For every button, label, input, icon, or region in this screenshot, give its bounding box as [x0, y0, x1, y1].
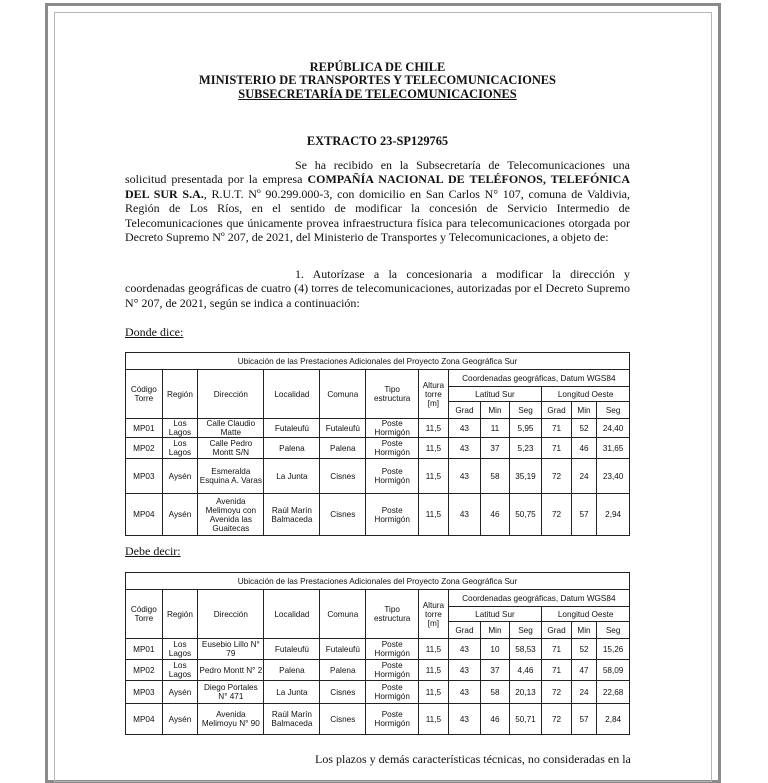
cell-localidad: La Junta: [264, 681, 320, 704]
cell-tipo: Poste Hormigón: [366, 639, 419, 660]
cell-tipo: Poste Hormigón: [366, 459, 419, 494]
cell-direccion: Eusebio Lillo N° 79: [198, 639, 264, 660]
cell-direccion: Esmeralda Esquina A. Varas: [198, 459, 264, 494]
cell-lat-grad: 43: [448, 459, 481, 494]
cell-lon-seg: 58,09: [597, 660, 630, 681]
col-header-altura: Altura torre [m]: [419, 370, 449, 419]
cell-lon-min: 46: [571, 438, 596, 459]
cell-tipo: Poste Hormigón: [366, 660, 419, 681]
cell-region: Aysén: [162, 704, 198, 735]
cell-altura: 11,5: [419, 494, 449, 536]
company-name: COMPAÑÍA NACIONAL DE TELÉFONOS, TELEFÓNICA DEL SUR S.A.: [125, 172, 630, 201]
cell-codigo: MP01: [126, 419, 163, 438]
cell-lon-min: 52: [571, 639, 596, 660]
cell-lat-min: 37: [481, 438, 510, 459]
cell-comuna: Cisnes: [320, 681, 366, 704]
cell-lat-seg: 20,13: [509, 681, 542, 704]
col-header-localidad: Localidad: [264, 590, 320, 639]
cell-region: Los Lagos: [162, 639, 198, 660]
col-header-localidad: Localidad: [264, 370, 320, 419]
col-header-lon-seg: Seg: [597, 622, 630, 639]
col-header-direccion: Dirección: [198, 590, 264, 639]
paragraph-intro: [125, 158, 630, 244]
col-header-coords: Coordenadas geográficas, Datum WGS84: [448, 590, 629, 607]
paragraph-intro-before: Se ha recibido en la Subsecretaría de Telecomunicaciones una solicitud presentada por la empresa: [125, 158, 630, 187]
cell-lon-seg: 2,84: [597, 704, 630, 735]
cell-lon-grad: 72: [542, 681, 572, 704]
col-header-tipo: Tipo estructura: [366, 590, 419, 639]
col-header-lon-grad: Grad: [542, 402, 572, 419]
cell-comuna: Cisnes: [320, 459, 366, 494]
cell-lon-min: 57: [571, 494, 596, 536]
cell-direccion: Pedro Montt N° 2: [198, 660, 264, 681]
paragraph-intro-after: , R.U.T. Nº 90.299.000-3, con domicilio en San Carlos N° 107, comuna de Valdivia, Región de Los Ríos, en el sentido de modificar la concesión de Servicio Intermedio de Telecomunicaciones que únicamente provea infraestructura física para telecomunicaciones otorgada por Decreto Supremo Nº 207, de 2021, del Ministerio de Transportes y Telecomunicaciones, a objeto de:: [125, 186, 630, 245]
col-header-lat-grad: Grad: [448, 622, 481, 639]
cell-altura: 11,5: [419, 419, 449, 438]
cell-lat-seg: 5,95: [509, 419, 542, 438]
cell-codigo: MP04: [126, 704, 163, 735]
cell-codigo: MP04: [126, 494, 163, 536]
cell-lat-grad: 43: [448, 704, 481, 735]
cell-lat-min: 58: [481, 681, 510, 704]
cell-region: Aysén: [162, 681, 198, 704]
table-row: [126, 704, 630, 735]
col-header-lat-seg: Seg: [509, 622, 542, 639]
cell-lat-min: 46: [481, 494, 510, 536]
col-header-tipo: Tipo estructura: [366, 370, 419, 419]
cell-direccion: Calle Claudio Matte: [198, 419, 264, 438]
cell-lon-seg: 2,94: [597, 494, 630, 536]
col-header-lon-seg: Seg: [597, 402, 630, 419]
cell-lat-seg: 5,23: [509, 438, 542, 459]
cell-lon-seg: 15,26: [597, 639, 630, 660]
cell-lon-grad: 71: [542, 660, 572, 681]
cell-lat-min: 11: [481, 419, 510, 438]
cell-lon-grad: 71: [542, 419, 572, 438]
cell-direccion: Avenida Melimoyu con Avenida las Guaitecas: [198, 494, 264, 536]
cell-lon-min: 47: [571, 660, 596, 681]
col-header-direccion: Dirección: [198, 370, 264, 419]
cell-altura: 11,5: [419, 438, 449, 459]
table-row: [126, 681, 630, 704]
header-subsecretariat: [125, 88, 630, 101]
cell-localidad: Raúl Marín Balmaceda: [264, 704, 320, 735]
cell-localidad: Raúl Marín Balmaceda: [264, 494, 320, 536]
cell-tipo: Poste Hormigón: [366, 438, 419, 459]
table-donde-dice: [125, 352, 630, 536]
cell-lon-seg: 24,40: [597, 419, 630, 438]
header-republic: REPÚBLICA DE CHILE: [309, 60, 446, 74]
cell-lat-grad: 43: [448, 660, 481, 681]
cell-codigo: MP03: [126, 681, 163, 704]
cell-region: Los Lagos: [162, 660, 198, 681]
header-ministry: MINISTERIO DE TRANSPORTES Y TELECOMUNICACIONES: [199, 73, 556, 87]
col-header-codigo: Código Torre: [126, 590, 163, 639]
cell-altura: 11,5: [419, 704, 449, 735]
cell-direccion: Diego Portales N° 471: [198, 681, 264, 704]
cell-lon-min: 57: [571, 704, 596, 735]
cell-lon-grad: 72: [542, 459, 572, 494]
cell-lat-min: 46: [481, 704, 510, 735]
cell-localidad: Palena: [264, 660, 320, 681]
table-row: [126, 660, 630, 681]
extract-number: EXTRACTO 23-SP129765: [306, 134, 449, 148]
col-header-region: Región: [162, 370, 198, 419]
header-subsecretariat-text: SUBSECRETARÍA DE TELECOMUNICACIONES: [238, 87, 517, 101]
col-header-lat-seg: Seg: [509, 402, 542, 419]
cell-tipo: Poste Hormigón: [366, 419, 419, 438]
cell-lat-seg: 58,53: [509, 639, 542, 660]
table-row: [126, 438, 630, 459]
col-header-altura: Altura torre [m]: [419, 590, 449, 639]
cell-comuna: Palena: [320, 438, 366, 459]
cell-altura: 11,5: [419, 681, 449, 704]
cell-region: Los Lagos: [162, 419, 198, 438]
col-header-coords: Coordenadas geográficas, Datum WGS84: [448, 370, 629, 387]
cell-tipo: Poste Hormigón: [366, 704, 419, 735]
cell-lon-grad: 72: [542, 704, 572, 735]
table-debe-decir: [125, 572, 630, 735]
cell-codigo: MP02: [126, 660, 163, 681]
cell-lat-min: 37: [481, 660, 510, 681]
col-header-comuna: Comuna: [320, 590, 366, 639]
table-row: [126, 639, 630, 660]
col-header-latitud: Latitud Sur: [448, 387, 542, 402]
cell-localidad: Futaleufú: [264, 419, 320, 438]
cell-lon-min: 24: [571, 681, 596, 704]
label-debe-decir: Debe decir:: [125, 544, 181, 558]
cell-lat-min: 58: [481, 459, 510, 494]
col-header-lon-grad: Grad: [542, 622, 572, 639]
cell-lon-seg: 22,68: [597, 681, 630, 704]
col-header-lat-min: Min: [481, 402, 510, 419]
cell-comuna: Futaleufú: [320, 639, 366, 660]
paragraph-authorization: 1. Autorízase a la concesionaria a modificar la dirección y coordenadas geográficas de cuatro (4) torres de telecomunicaciones, autorizadas por el Decreto Supremo N° 207, de 2021, según se indica a continuación:: [125, 267, 630, 310]
col-header-longitud: Longitud Oeste: [542, 387, 630, 402]
cell-lat-seg: 35,19: [509, 459, 542, 494]
cell-codigo: MP01: [126, 639, 163, 660]
cell-region: Los Lagos: [162, 438, 198, 459]
cell-direccion: Calle Pedro Montt S/N: [198, 438, 264, 459]
cell-tipo: Poste Hormigón: [366, 494, 419, 536]
cell-localidad: La Junta: [264, 459, 320, 494]
cell-lat-min: 10: [481, 639, 510, 660]
cell-lon-grad: 71: [542, 639, 572, 660]
col-header-longitud: Longitud Oeste: [542, 607, 630, 622]
col-header-latitud: Latitud Sur: [448, 607, 542, 622]
cell-lat-seg: 4,46: [509, 660, 542, 681]
table-row: [126, 459, 630, 494]
cell-region: Aysén: [162, 494, 198, 536]
cell-codigo: MP02: [126, 438, 163, 459]
cell-lat-seg: 50,71: [509, 704, 542, 735]
cell-localidad: Palena: [264, 438, 320, 459]
cell-lon-seg: 31,65: [597, 438, 630, 459]
cell-localidad: Futaleufú: [264, 639, 320, 660]
col-header-lat-grad: Grad: [448, 402, 481, 419]
table-title: Ubicación de las Prestaciones Adicionales del Proyecto Zona Geográfica Sur: [126, 353, 630, 370]
cell-comuna: Cisnes: [320, 704, 366, 735]
cell-comuna: Futaleufú: [320, 419, 366, 438]
cell-lat-seg: 50,75: [509, 494, 542, 536]
cell-lat-grad: 43: [448, 438, 481, 459]
table-title: Ubicación de las Prestaciones Adicionales del Proyecto Zona Geográfica Sur: [126, 573, 630, 590]
col-header-lon-min: Min: [571, 402, 596, 419]
label-donde-dice: Donde dice:: [125, 325, 184, 339]
cell-lat-grad: 43: [448, 639, 481, 660]
cell-altura: 11,5: [419, 459, 449, 494]
cell-codigo: MP03: [126, 459, 163, 494]
col-header-region: Región: [162, 590, 198, 639]
cell-direccion: Avenida Melimoyu N° 90: [198, 704, 264, 735]
cell-lat-grad: 43: [448, 419, 481, 438]
cell-altura: 11,5: [419, 639, 449, 660]
cell-lon-seg: 23,40: [597, 459, 630, 494]
col-header-comuna: Comuna: [320, 370, 366, 419]
cell-lat-grad: 43: [448, 681, 481, 704]
table-row: [126, 419, 630, 438]
cell-lon-grad: 71: [542, 438, 572, 459]
cell-tipo: Poste Hormigón: [366, 681, 419, 704]
cell-altura: 11,5: [419, 660, 449, 681]
col-header-lat-min: Min: [481, 622, 510, 639]
cell-lon-min: 24: [571, 459, 596, 494]
col-header-codigo: Código Torre: [126, 370, 163, 419]
cell-comuna: Cisnes: [320, 494, 366, 536]
cell-comuna: Palena: [320, 660, 366, 681]
cell-lon-grad: 72: [542, 494, 572, 536]
cell-lat-grad: 43: [448, 494, 481, 536]
col-header-lon-min: Min: [571, 622, 596, 639]
cell-lon-min: 52: [571, 419, 596, 438]
closing-paragraph: Los plazos y demás características técnicas, no consideradas en la: [315, 752, 631, 766]
table-row: [126, 494, 630, 536]
cell-region: Aysén: [162, 459, 198, 494]
